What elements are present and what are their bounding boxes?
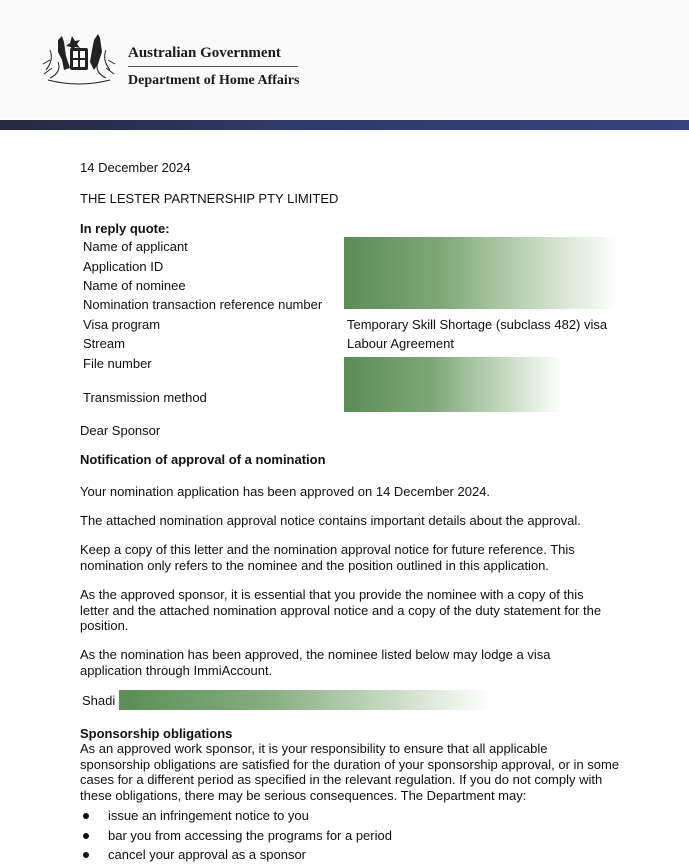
paragraph: The attached nomination approval notice contains important details about the approval. xyxy=(80,513,581,528)
letterhead-divider xyxy=(128,66,298,67)
field-label: File number xyxy=(83,356,152,371)
coat-of-arms-icon xyxy=(40,30,118,90)
field-label: Application ID xyxy=(83,259,164,274)
obligations-list xyxy=(80,808,392,867)
paragraph: As the nomination has been approved, the nominee listed below may lodge a visa application through ImmiAccount. xyxy=(80,647,551,678)
letter-date: 14 December 2024 xyxy=(80,160,191,175)
field-label: Stream xyxy=(83,336,125,351)
subject-heading: Notification of approval of a nomination xyxy=(80,452,326,467)
field-value: Labour Agreement xyxy=(347,336,454,351)
list-item: issue an infringement notice to you xyxy=(80,808,392,828)
header-band xyxy=(0,120,689,130)
redaction-block xyxy=(344,237,619,309)
list-item: cancel your approval as a sponsor xyxy=(80,847,392,867)
field-label: Nomination transaction reference number xyxy=(83,297,323,312)
list-item: bar you from accessing the programs for a period xyxy=(80,828,392,848)
government-name: Australian Government xyxy=(128,45,281,61)
paragraph: Keep a copy of this letter and the nomination approval notice for future reference. This nomination only refers to the nominee and the position outlined in this application. xyxy=(80,542,575,573)
obligations-text: As an approved work sponsor, it is your responsibility to ensure that all applicable sponsorship obligations are satisfied for the duration of your sponsorship approval, or in some cases for a different period as specified in the relevant regulation. If you do not comply with these obligations, there may be serious consequences. The Department may: xyxy=(80,741,620,803)
field-value: Temporary Skill Shortage (subclass 482) visa xyxy=(347,317,608,332)
salutation: Dear Sponsor xyxy=(80,423,161,438)
paragraph: As the approved sponsor, it is essential that you provide the nominee with a copy of this letter and the attached nomination approval notice and a copy of the duty statement for the position. xyxy=(80,587,602,633)
redaction-block xyxy=(119,690,491,710)
obligations-heading: Sponsorship obligations xyxy=(80,726,233,741)
recipient-name: THE LESTER PARTNERSHIP PTY LIMITED xyxy=(80,191,339,206)
field-label: Name of nominee xyxy=(83,278,186,293)
redaction-block xyxy=(344,357,562,412)
department-name: Department of Home Affairs xyxy=(128,73,300,88)
paragraph: Your nomination application has been approved on 14 December 2024. xyxy=(80,484,491,499)
field-label: Visa program xyxy=(83,317,161,332)
field-label: Transmission method xyxy=(83,390,207,405)
field-label: Name of applicant xyxy=(83,239,188,254)
letterhead xyxy=(0,0,689,118)
reply-quote-heading: In reply quote: xyxy=(80,221,170,236)
nominee-name: Shadi xyxy=(82,693,116,708)
